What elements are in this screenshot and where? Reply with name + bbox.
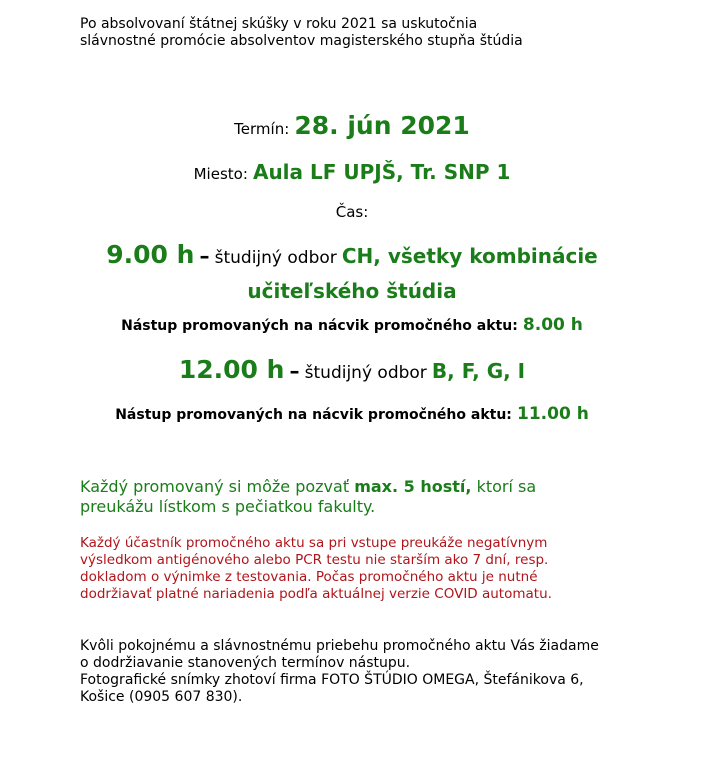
session1-nastup-label: Nástup promovaných na nácvik promočného aktu (121, 318, 513, 334)
covid-line-3: dokladom o výnimke z testovania. Počas promočného aktu je nutné (80, 569, 538, 585)
covid-line-1: Každý účastník promočného aktu sa pri vstupe preukáže negatívnym (80, 535, 548, 551)
closing-paragraph (80, 638, 624, 706)
termin-label: Termín: (234, 120, 290, 138)
session1-nastup-sep: : (512, 318, 518, 334)
session2-field: B, F, G, I (431, 359, 526, 383)
session1-field: CH, všetky kombinácie (341, 244, 598, 268)
cas-label: Čas: (335, 203, 369, 221)
session1-heading (80, 238, 624, 309)
guests-text-1: Každý promovaný si môže pozvať (80, 477, 350, 496)
session1-field-2: učiteľského štúdia (247, 279, 457, 303)
covid-line-2: výsledkom antigénového alebo PCR testu nie starším ako 7 dní, resp. (80, 552, 549, 568)
session1-dash: – (199, 244, 210, 268)
miesto-value: Aula LF UPJŠ, Tr. SNP 1 (252, 160, 511, 184)
intro-line-1: Po absolvovaní štátnej skúšky v roku 2021 sa uskutočnia (80, 16, 478, 32)
session2-label: študijný odbor (304, 363, 427, 383)
cas-line (80, 202, 624, 222)
closing-line-1: Kvôli pokojnému a slávnostnému priebehu promočného aktu Vás žiadame (80, 638, 599, 654)
session1-nastup (80, 312, 624, 339)
covid-line-4: dodržiavať platné nariadenia podľa aktuálnej verzie COVID automatu. (80, 586, 552, 602)
covid-paragraph (80, 535, 624, 603)
intro-paragraph (80, 16, 624, 50)
session2-nastup (80, 400, 624, 429)
guests-max: max. 5 hostí, (354, 477, 472, 496)
guests-text-3: preukážu lístkom s pečiatkou fakulty. (80, 497, 376, 516)
session2-nastup-label: Nástup promovaných na nácvik promočného aktu: (115, 407, 512, 423)
closing-line-3: Fotografické snímky zhotoví firma FOTO ŠTÚDIO OMEGA, Štefánikova 6, (80, 672, 584, 688)
intro-line-2: slávnostné promócie absolventov magisterského stupňa štúdia (80, 33, 523, 49)
closing-line-4: Košice (0905 607 830). (80, 689, 243, 705)
guests-text-2: ktorí sa (476, 477, 537, 496)
session2-nastup-time: 11.00 h (517, 404, 589, 424)
miesto-line (80, 157, 624, 189)
session1-label: študijný odbor (214, 248, 337, 268)
termin-date: 28. jún 2021 (294, 111, 470, 140)
guests-paragraph (80, 477, 624, 517)
session1-time: 9.00 h (106, 240, 195, 269)
closing-line-2: o dodržiavanie stanovených termínov nástupu. (80, 655, 411, 671)
session2-dash: – (289, 359, 300, 383)
termin-line (80, 110, 624, 145)
session1-nastup-time: 8.00 h (522, 315, 583, 335)
session2-time: 12.00 h (178, 355, 285, 384)
miesto-label: Miesto: (193, 165, 248, 183)
session2-heading (80, 352, 624, 391)
